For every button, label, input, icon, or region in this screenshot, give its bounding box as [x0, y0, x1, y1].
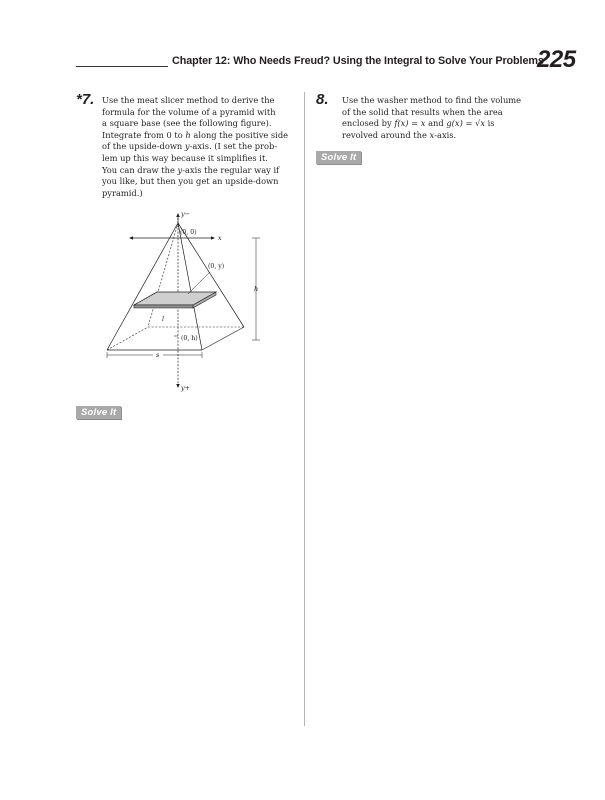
problem-7-line-8: you like, but then you get an upside-down — [102, 176, 279, 187]
problem-7-number: *7. — [76, 91, 95, 108]
axis-variable: x — [429, 129, 435, 140]
and-word: and — [425, 118, 447, 129]
header-rule — [76, 66, 168, 67]
pyramid-figure — [100, 205, 270, 395]
point-h-label: (0, h) — [181, 335, 198, 342]
chapter-title: Chapter 12: Who Needs Freud? Using the Integral to Solve Your Problems — [172, 55, 544, 67]
math-variable: y — [177, 164, 183, 175]
problem-7-line-3: a square base (see the following figure). — [102, 118, 272, 129]
origin-label: (0, 0) — [180, 229, 197, 236]
x-arrow-right — [211, 236, 215, 240]
solve-it-badge-7: Solve It — [76, 406, 121, 419]
y-plus-label: y+ — [181, 384, 190, 392]
g-function-name: g — [446, 118, 452, 129]
page-number: 225 — [537, 46, 576, 73]
x-arrow-left — [129, 236, 133, 240]
g-of-x-expression: (x) = √x — [451, 118, 486, 129]
pyramid-edge-back — [148, 223, 178, 327]
point-y-label: (0, y) — [208, 263, 225, 270]
h-label: h — [254, 285, 259, 293]
line-4-prefix: revolved around the — [342, 129, 430, 140]
l-label: l — [162, 315, 165, 323]
s-label: s — [156, 351, 160, 359]
text-segment: of the upside-down — [102, 141, 185, 152]
base-right — [202, 327, 244, 350]
column-divider — [304, 92, 305, 726]
f-of-x-expression: (x) = x — [397, 118, 426, 129]
problem-7-line-4 — [102, 130, 288, 142]
x-label: x — [218, 234, 222, 242]
f-function-name: f — [394, 118, 398, 129]
problem-8-line-2: of the solid that results when the area — [342, 106, 503, 117]
problem-8-line-1: Use the washer method to find the volume — [342, 95, 522, 105]
problem-8-line-3 — [342, 118, 521, 130]
problem-7-line-9: pyramid.) — [102, 187, 143, 198]
math-variable: h — [185, 129, 191, 140]
problem-7-text — [102, 95, 288, 199]
text-segment: You can draw the — [102, 164, 178, 175]
text-segment: -axis the regular way if — [182, 164, 280, 175]
text-segment: -axis. (I set the prob- — [189, 141, 278, 152]
problem-7-line-1: Use the meat slicer method to derive the — [102, 95, 275, 105]
problem-7-line-5 — [102, 141, 288, 153]
slice-top — [134, 292, 216, 305]
y-minus-label: y− — [181, 210, 190, 218]
solve-it-badge-8: Solve It — [316, 151, 361, 164]
math-variable: y — [184, 141, 190, 152]
problem-8-line-4 — [342, 130, 521, 142]
problem-7-line-7 — [102, 165, 288, 177]
line-3-suffix: is — [485, 118, 495, 129]
problem-7-line-2: formula for the volume of a pyramid with — [102, 106, 276, 117]
pyramid-edge-left — [107, 223, 178, 350]
line-3-prefix: enclosed by — [342, 118, 395, 129]
slice-front — [134, 305, 193, 308]
text-segment: Integrate from 0 to — [102, 129, 186, 140]
line-4-suffix: -axis. — [434, 129, 457, 140]
problem-8-number: 8. — [316, 91, 329, 108]
problem-8-text — [342, 95, 521, 141]
y-arrow-down — [176, 384, 180, 388]
y-arrow-up — [176, 213, 180, 217]
problem-7-line-6: lem up this way because it simplifies it. — [102, 152, 268, 163]
text-segment: along the positive side — [190, 129, 289, 140]
point-y-leader — [188, 272, 210, 294]
